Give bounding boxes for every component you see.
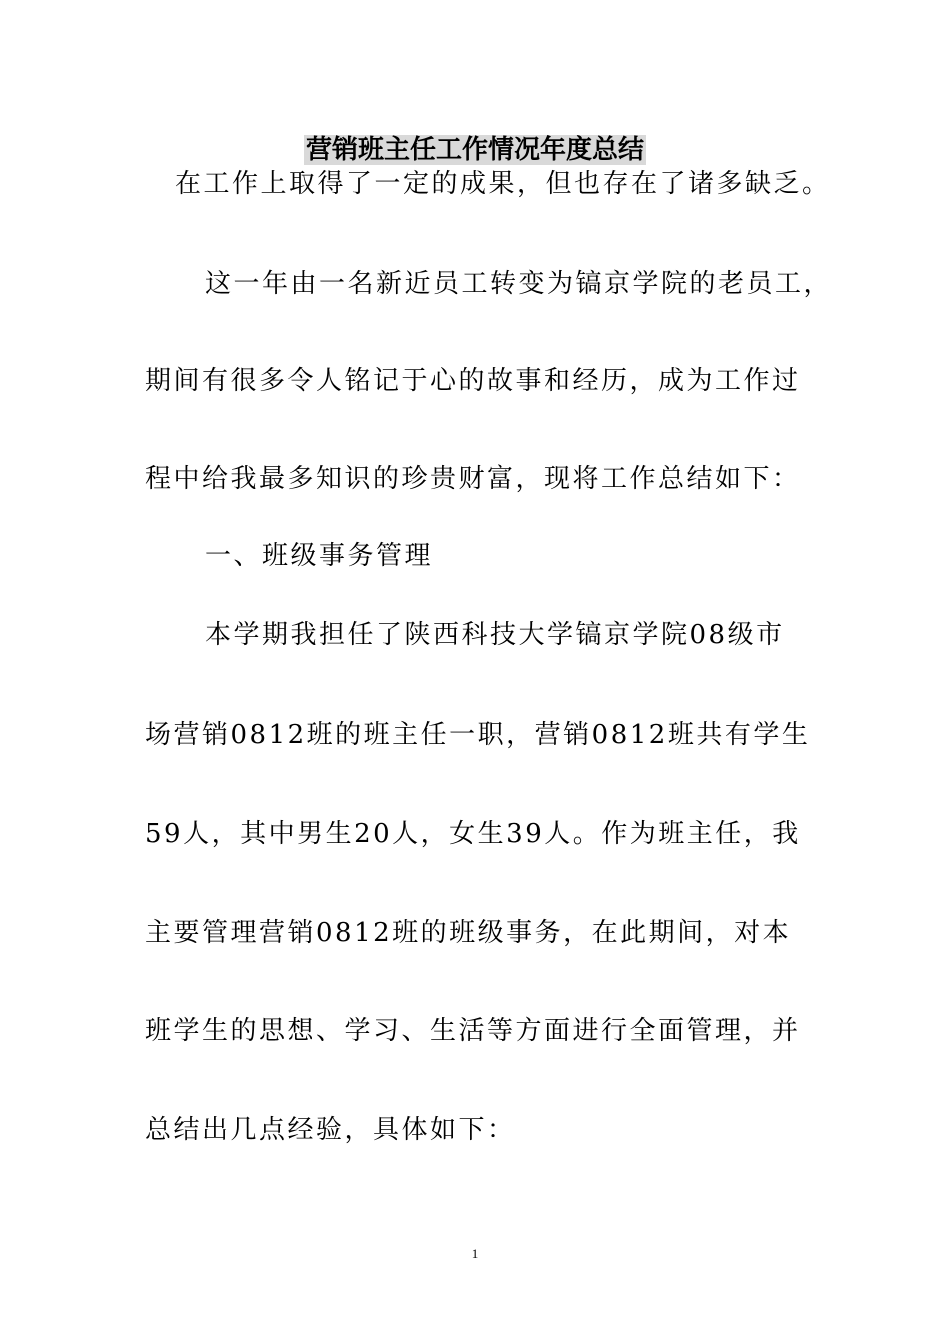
paragraph-line-7: 场营销0812班的班主任一职，营销0812班共有学生 [145,720,811,750]
paragraph-line-11: 总结出几点经验，具体如下： [145,1115,516,1145]
page-number: 1 [471,1246,479,1261]
paragraph-line-2: 这一年由一名新近员工转变为镐京学院的老员工， [205,269,833,299]
paragraph-line-1: 在工作上取得了一定的成果，但也存在了诸多缺乏。 [175,169,831,199]
paragraph-line-10: 班学生的思想、学习、生活等方面进行全面管理，并 [145,1016,801,1046]
paragraph-line-9: 主要管理营销0812班的班级事务，在此期间，对本 [145,918,792,948]
section-heading: 一、班级事务管理 [205,541,434,571]
paragraph-line-3: 期间有很多令人铭记于心的故事和经历，成为工作过 [145,366,801,396]
paragraph-line-4: 程中给我最多知识的珍贵财富，现将工作总结如下： [145,464,801,494]
paragraph-line-6: 本学期我担任了陕西科技大学镐京学院08级市 [205,620,785,650]
paragraph-line-8: 59人，其中男生20人，女生39人。作为班主任，我 [145,819,801,849]
title-text: 营销班主任工作情况年度总结 [305,135,644,165]
